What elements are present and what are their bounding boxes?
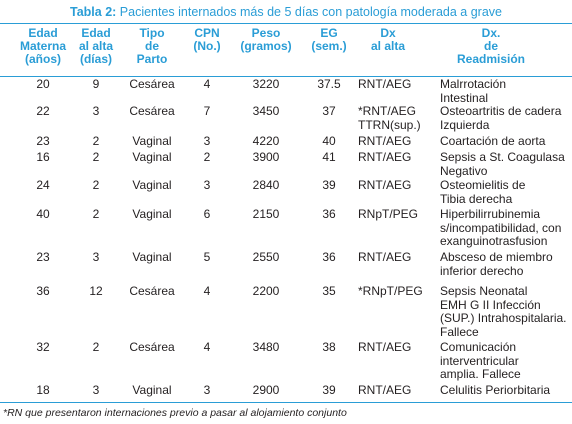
cell-dx-readmision: Celulitis Periorbitaria	[440, 383, 551, 397]
cell-peso: 3900	[252, 150, 280, 164]
table-title-prefix: Tabla 2:	[70, 5, 117, 19]
cell-tipo-parto: Vaginal	[132, 250, 172, 264]
cell-cpn: 3	[203, 178, 211, 192]
cell-edad-alta: 2	[92, 134, 100, 148]
cell-tipo-parto: Cesárea	[129, 77, 175, 91]
cell-dx-readmision: Sepsis a St. Coagulasa Negativo	[440, 150, 565, 178]
cell-tipo-parto: Vaginal	[132, 178, 172, 192]
cell-dx-readmision: Absceso de miembro inferior derecho	[440, 250, 553, 278]
cell-cpn: 3	[203, 134, 211, 148]
cell-peso: 2200	[252, 284, 280, 298]
cell-dx-readmision: Osteomielitis de Tibia derecha	[440, 178, 526, 206]
cell-cpn: 4	[203, 77, 211, 91]
bottom-rule	[0, 402, 572, 403]
cell-eg: 41	[322, 150, 336, 164]
table-footnote: *RN que presentaron internaciones previo a pasar al alojamiento conjunto	[3, 407, 347, 419]
cell-dx-alta: RNT/AEG	[358, 77, 412, 91]
cell-eg: 37	[322, 104, 336, 118]
cell-eg: 36	[322, 207, 336, 221]
cell-peso: 2900	[252, 383, 280, 397]
cell-dx-alta: *RNT/AEG TTRN(sup.)	[358, 104, 421, 132]
cell-edad-materna: 32	[36, 340, 50, 354]
cell-peso: 2550	[252, 250, 280, 264]
cell-edad-alta: 3	[92, 104, 100, 118]
cell-dx-readmision: Comunicación interventricular amplia. Fallece	[440, 340, 521, 381]
header-tipo-parto: Tipo de Parto	[136, 26, 168, 66]
cell-dx-alta: *RNpT/PEG	[358, 284, 423, 298]
cell-peso: 3480	[252, 340, 280, 354]
cell-peso: 4220	[252, 134, 280, 148]
cell-edad-alta: 2	[92, 340, 100, 354]
header-dx-readmision: Dx. de Readmisión	[456, 26, 525, 66]
cell-edad-materna: 18	[36, 383, 50, 397]
cell-dx-readmision: Malrrotación Intestinal	[440, 77, 507, 105]
header-edad-alta: Edad al alta (días)	[78, 26, 114, 66]
cell-eg: 39	[322, 383, 336, 397]
cell-eg: 38	[322, 340, 336, 354]
cell-dx-alta: RNT/AEG	[358, 178, 412, 192]
cell-peso: 2150	[252, 207, 280, 221]
cell-tipo-parto: Vaginal	[132, 134, 172, 148]
table-title-text: Pacientes internados más de 5 días con patología moderada a grave	[116, 5, 502, 19]
cell-peso: 3450	[252, 104, 280, 118]
cell-tipo-parto: Vaginal	[132, 207, 172, 221]
cell-cpn: 6	[203, 207, 211, 221]
cell-edad-alta: 3	[92, 383, 100, 397]
top-rule	[0, 23, 572, 24]
cell-edad-materna: 23	[36, 250, 50, 264]
cell-eg: 35	[322, 284, 336, 298]
cell-tipo-parto: Cesárea	[129, 104, 175, 118]
cell-edad-materna: 20	[36, 77, 50, 91]
cell-dx-readmision: Hiperbilirrubinemia s/incompatibilidad, con exanguinotrasfusion	[440, 207, 562, 248]
cell-cpn: 4	[203, 284, 211, 298]
cell-edad-materna: 23	[36, 134, 50, 148]
cell-edad-alta: 3	[92, 250, 100, 264]
table-title	[0, 5, 572, 20]
cell-eg: 39	[322, 178, 336, 192]
cell-edad-materna: 22	[36, 104, 50, 118]
cell-cpn: 2	[203, 150, 211, 164]
cell-edad-alta: 2	[92, 150, 100, 164]
cell-tipo-parto: Vaginal	[132, 383, 172, 397]
header-cpn: CPN (No.)	[193, 26, 221, 53]
table-header	[0, 27, 572, 75]
cell-edad-alta: 2	[92, 178, 100, 192]
cell-cpn: 5	[203, 250, 211, 264]
cell-dx-alta: RNT/AEG	[358, 340, 412, 354]
cell-peso: 2840	[252, 178, 280, 192]
cell-edad-alta: 2	[92, 207, 100, 221]
cell-tipo-parto: Cesárea	[129, 340, 175, 354]
cell-dx-alta: RNpT/PEG	[358, 207, 419, 221]
header-peso: Peso (gramos)	[240, 26, 292, 53]
header-edad-materna: Edad Materna (años)	[19, 26, 66, 66]
cell-cpn: 3	[203, 383, 211, 397]
cell-peso: 3220	[252, 77, 280, 91]
cell-dx-readmision: Osteoartritis de cadera Izquierda	[440, 104, 562, 132]
cell-edad-alta: 9	[92, 77, 100, 91]
cell-dx-readmision: Sepsis Neonatal EMH G II Infección (SUP.) Intrahospitalaria. Fallece	[440, 284, 567, 339]
cell-edad-materna: 40	[36, 207, 50, 221]
cell-cpn: 7	[203, 104, 211, 118]
header-dx-alta: Dx al alta	[370, 26, 406, 53]
header-eg: EG (sem.)	[311, 26, 347, 53]
cell-edad-materna: 24	[36, 178, 50, 192]
cell-cpn: 4	[203, 340, 211, 354]
cell-edad-alta: 12	[89, 284, 103, 298]
cell-eg: 36	[322, 250, 336, 264]
cell-dx-alta: RNT/AEG	[358, 383, 412, 397]
cell-edad-materna: 16	[36, 150, 50, 164]
cell-edad-materna: 36	[36, 284, 50, 298]
cell-tipo-parto: Vaginal	[132, 150, 172, 164]
cell-dx-readmision: Coartación de aorta	[440, 134, 546, 148]
cell-eg: 40	[322, 134, 336, 148]
cell-tipo-parto: Cesárea	[129, 284, 175, 298]
cell-dx-alta: RNT/AEG	[358, 250, 412, 264]
cell-dx-alta: RNT/AEG	[358, 134, 412, 148]
cell-dx-alta: RNT/AEG	[358, 150, 412, 164]
cell-eg: 37.5	[317, 77, 341, 91]
